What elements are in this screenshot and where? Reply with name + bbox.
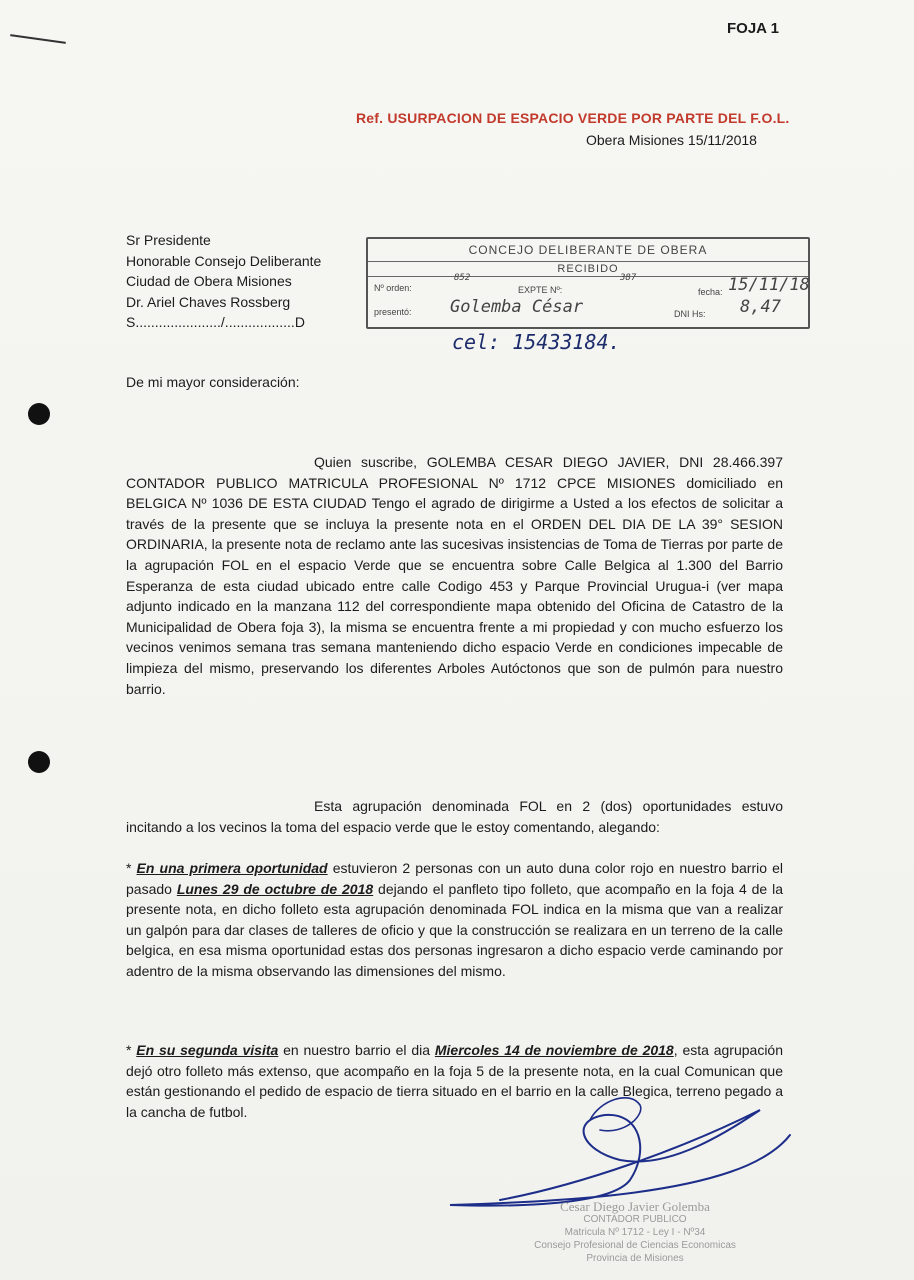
item-lead: En su segunda visita — [136, 1042, 279, 1058]
stamp-orden-label: Nº orden: — [374, 283, 412, 293]
stamp-expte-label: EXPTE Nº: — [518, 285, 563, 295]
addressee-line: Dr. Ariel Chaves Rossberg — [126, 293, 291, 310]
addressee-line: Honorable Consejo Deliberante — [126, 252, 322, 269]
incident-item-1: * En una primera oportunidad estuvieron 2 personas con un auto duna color rojo en nuestro barrio el pasado Lunes 29 de octubre de 2018 dejando el panfleto tipo folleto, que acompaño en la foja 4 de la presente nota, en dicho folleto esta agrupación denominada FOL indica en la misma que van a realizar un galpón para dar clases de talleres de oficio y que la construcción se realizara en un terreno de la calle belgica, en esa misma oportunidad estas dos personas ingresaron a dicho espacio verde caminando por adentro de la misma observando las dimensiones del mismo. — [126, 860, 783, 979]
stamp-orden-value: 852 — [454, 273, 471, 283]
item-lead: En una primera oportunidad — [136, 860, 328, 876]
addressee-block — [126, 230, 321, 333]
item-date: Miercoles 14 de noviembre de 2018 — [434, 1042, 674, 1058]
punch-hole — [28, 403, 50, 425]
place-date: Obera Misiones 15/11/2018 — [586, 132, 757, 148]
foja-number: FOJA 1 — [727, 20, 779, 37]
incident-item-2: * En su segunda visita en nuestro barrio el dia Miercoles 14 de noviembre de 2018, esta agrupación dejó otro folleto más extenso, que acompaño en la foja 5 de la presente nota, en la cual Comunican que están gestionando el pedido de espacio de tierra situado en el barrio en la calle Blegica, terreno pegado a la cancha de futbol. — [126, 1042, 783, 1120]
stamp-presento-value: Golemba César — [450, 297, 584, 317]
body-paragraph-1: Quien suscribe, GOLEMBA CESAR DIEGO JAVIER, DNI 28.466.397 CONTADOR PUBLICO MATRICULA PROFESIONAL Nº 1712 CPCE MISIONES domiciliado en BELGICA Nº 1036 DE ESTA CIUDAD Tengo el agrado de dirigirme a Usted a los efectos de solicitar a través de la presente que se incluya la presente nota en el ORDEN DEL DIA DE LA 39° SESION ORDINARIA, la presente nota de reclamo ante las sucesivas insistencias de Toma de Tierras por parte de la agrupación FOL en el espacio Verde que se encuentra sobre Calle Belgica al 1.300 del Barrio Esperanza de esta ciudad ubicado entre calle Codigo 453 y Parque Provincial Urugua-i (ver mapa adjunto indicado en la manzana 112 del correspondiente mapa obtenido del Oficina de Catastro de la Municipalidad de Obera foja 3), la misma se encuentra frente a mi propiedad y con mucho esfuerzo los vecinos venimos semana tras semana manteniendo dicho espacio Verde en condiciones impecable de limpieza del mismo, preservando los diferentes Arboles Autóctonos que son de pulmón para nuestro barrio. — [126, 454, 783, 697]
signature-stamp — [520, 1200, 750, 1265]
signer-title: CONTADOR PUBLICO — [583, 1214, 687, 1225]
signer-council: Consejo Profesional de Ciencias Economicas — [534, 1240, 736, 1251]
stamp-hs-label: DNI Hs: — [674, 309, 706, 319]
punch-hole — [28, 751, 50, 773]
item-date: Lunes 29 de octubre de 2018 — [176, 880, 374, 897]
sender-identification: Quien suscribe, GOLEMBA CESAR DIEGO JAVIER, DNI 28.466.397 CONTADOR PUBLICO MATRICULA PROFESIONAL Nº 1712 CPCE MISIONES domiciliado en BELGICA Nº 1036 DE ESTA CIUDAD — [126, 454, 783, 512]
signer-name: Cesar Diego Javier Golemba — [560, 1199, 710, 1214]
addressee-line: Sr Presidente — [126, 232, 211, 248]
body-paragraph-2: Esta agrupación denominada FOL en 2 (dos) oportunidades estuvo incitando a los vecinos la toma del espacio verde que le estoy comentando, alegando: — [126, 798, 783, 835]
agenda-request: ORDEN DEL DIA DE LA 39° SESION ORDINARIA — [126, 515, 783, 553]
stamp-expte-value: 387 — [620, 273, 637, 283]
stamp-fecha-value: 15/11/18 — [728, 275, 810, 295]
stamp-title: CONCEJO DELIBERANTE DE OBERA — [468, 243, 708, 257]
addressee-line: S....................../..................D — [126, 314, 305, 330]
handwritten-phone: cel: 15433184. — [452, 330, 621, 354]
stamp-received: RECIBIDO — [368, 261, 808, 277]
reference-line: Ref. USURPACION DE ESPACIO VERDE POR PARTE DEL F.O.L. — [356, 110, 790, 126]
addressee-line: Ciudad de Obera Misiones — [126, 273, 292, 289]
pen-mark — [10, 34, 66, 44]
stamp-fecha-label: fecha: — [698, 287, 723, 297]
reception-stamp — [366, 237, 810, 329]
stamp-hs-value: 8,47 — [740, 297, 781, 317]
salutation: De mi mayor consideración: — [126, 374, 300, 390]
signer-province: Provincia de Misiones — [586, 1253, 684, 1264]
stamp-presento-label: presentó: — [374, 307, 412, 317]
signer-matricula: Matricula Nº 1712 - Ley I - Nº34 — [564, 1227, 706, 1238]
